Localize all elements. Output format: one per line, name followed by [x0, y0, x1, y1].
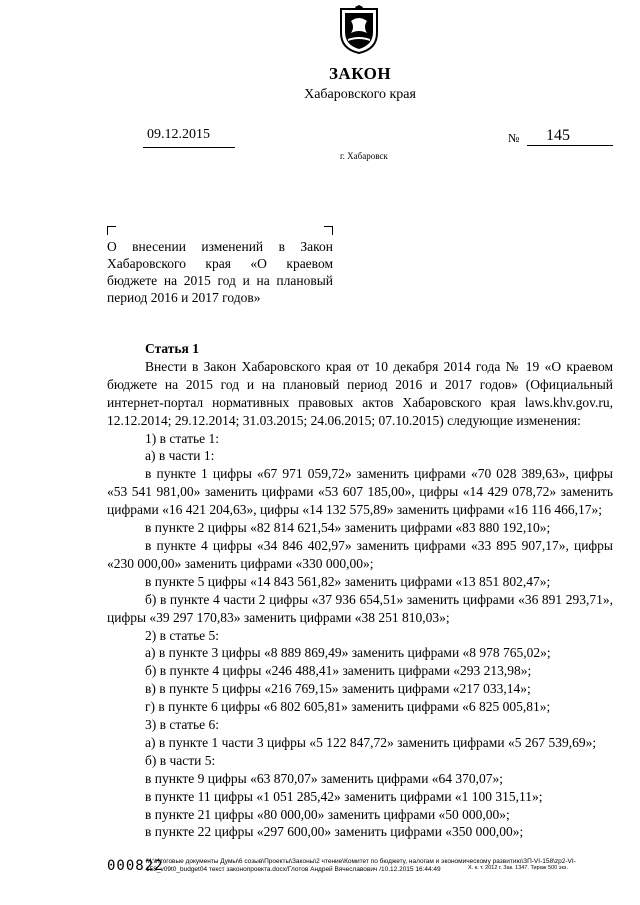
document-body — [107, 340, 613, 841]
paragraph: в) в пункте 5 цифры «216 769,15» заменить цифрами «217 033,14»; — [145, 681, 531, 697]
paragraph: в пункте 2 цифры «82 814 621,54» заменить цифрами «83 880 192,10»; — [145, 520, 551, 536]
document-title: ЗАКОН — [328, 64, 392, 83]
bracket-left-mark — [107, 226, 116, 235]
paragraph: б) в пункте 4 цифры «246 488,41» заменить цифрами «293 213,98»; — [145, 663, 532, 679]
date-underline — [143, 147, 235, 148]
paragraph: б) в части 5: — [145, 752, 216, 768]
paragraph: а) в части 1: — [145, 448, 215, 464]
paragraph: в пункте 4 цифры «34 846 402,97» заменить цифрами «33 895 907,17», цифры «230 000,00» заменить цифрами «330 000,00»; — [107, 537, 613, 571]
paragraph: г) в пункте 6 цифры «6 802 605,81» заменить цифрами «6 825 005,81»; — [145, 699, 551, 715]
paragraph: в пункте 5 цифры «14 843 561,82» заменить цифрами «13 851 802,47»; — [145, 573, 551, 589]
paragraph: 2) в статье 5: — [145, 627, 219, 643]
footer-file-path: M:\Итоговые документы Думы\6 созыв\Проекты\Законы\2 чтение\Комитет по бюджету, налогам и экономическому развитию\ЗП-VI-158\zp2-VI-158_v09t0_budget04 текст законопроекта.docx/Глотов Андрей Вячеславович /10.12.2015 16:44:49 — [146, 858, 576, 873]
number-underline — [527, 145, 613, 146]
paragraph: в пункте 22 цифры «297 600,00» заменить цифрами «350 000,00»; — [145, 824, 524, 840]
city-name: г. Хабаровск — [340, 151, 388, 161]
paragraph: б) в пункте 4 части 2 цифры «37 936 654,51» заменить цифрами «36 891 293,71», цифры «39 297 170,83» заменить цифрами «38 251 810,03»; — [107, 591, 613, 625]
paragraph: 1) в статье 1: — [145, 430, 219, 446]
paragraph: 3) в статье 6: — [145, 717, 219, 733]
paragraph: Внести в Закон Хабаровского края от 10 декабря 2014 года № 19 «О краевом бюджете на 2015 год и на плановый период 2016 и 2017 годов» (Официальный интернет-портал нормативных правовых актов Хабаровского края laws.khv.gov.ru, 12.12.2014; 29.12.2014; 31.03.2015; 24.06.2015; 07.10.2015) следующие изменения: — [107, 358, 613, 428]
footer-print-info: Х. к. т. 2012 г. Зак. 1347. Тираж 500 экз. — [468, 865, 568, 871]
paragraph: в пункте 1 цифры «67 971 059,72» заменить цифрами «70 028 389,63», цифры «53 541 981,00» заменить цифрами «53 607 185,00», цифры «14 429 078,72» заменить цифрами «16 421 204,63», цифры «14 132 575,89» заменить цифрами «16 116 466,17»; — [107, 466, 613, 518]
footer-document-number: 000822 — [107, 858, 164, 874]
document-date: 09.12.2015 — [147, 127, 210, 142]
law-subject: О внесении изменений в Закон Хабаровского края «О краевом бюджете на 2015 год и на плановый период 2016 и 2017 годов» — [107, 239, 333, 305]
paragraph: в пункте 9 цифры «63 870,07» заменить цифрами «64 370,07»; — [145, 770, 504, 786]
paragraph: в пункте 21 цифры «80 000,00» заменить цифрами «50 000,00»; — [145, 806, 510, 822]
article-title: Статья 1 — [145, 341, 199, 356]
paragraph: а) в пункте 3 цифры «8 889 869,49» заменить цифрами «8 978 765,02»; — [145, 645, 551, 661]
paragraph: в пункте 11 цифры «1 051 285,42» заменить цифрами «1 100 315,11»; — [145, 788, 543, 804]
document-subtitle: Хабаровского края — [304, 87, 416, 102]
paragraph: а) в пункте 1 части 3 цифры «5 122 847,72» заменить цифрами «5 267 539,69»; — [145, 734, 597, 750]
number-label: № — [508, 131, 520, 145]
bracket-right-mark — [324, 226, 333, 235]
coat-of-arms-emblem — [337, 5, 381, 55]
document-number: 145 — [546, 127, 570, 144]
